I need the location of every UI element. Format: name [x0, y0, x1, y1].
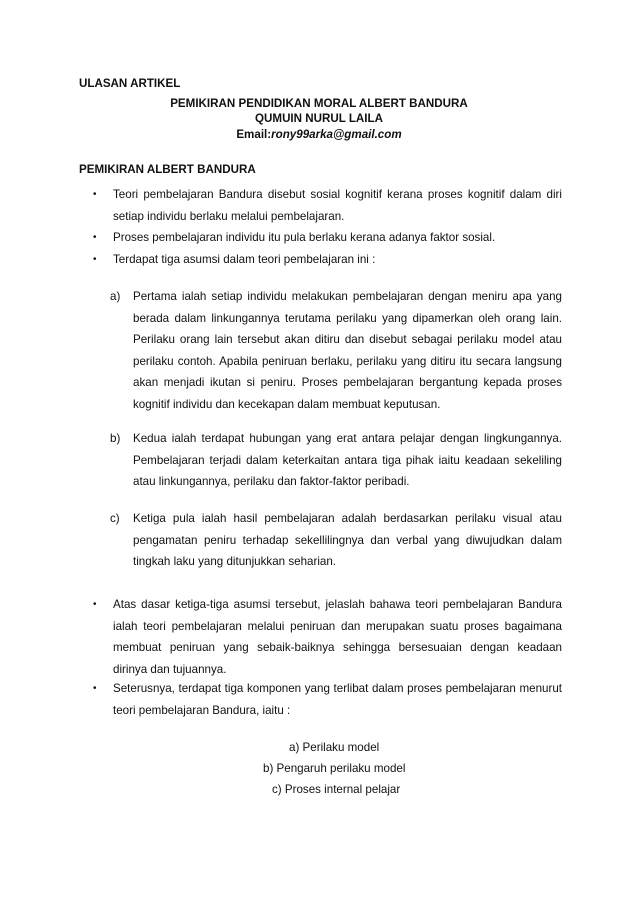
author-email-line — [0, 128, 638, 142]
article-title: PEMIKIRAN PENDIDIKAN MORAL ALBERT BANDURA — [170, 97, 468, 110]
list-marker: b) — [110, 432, 121, 445]
assumption-item: Kedua ialah terdapat hubungan yang erat antara pelajar dengan lingkungannya. Pembelajaran terjadi dalam keterkaitan antara tiga pihak iaitu keadaan sekeliling atau linkungannya, perilaku dan faktor-faktor peribadi. — [133, 432, 562, 488]
component-item: a) Perilaku model — [289, 741, 380, 754]
email-address: rony99arka@gmail.com — [271, 128, 402, 141]
assumption-item: Pertama ialah setiap individu melakukan pembelajaran dengan meniru apa yang berada dalam linkungannya terutama perilaku yang dipamerkan oleh orang lain. Perilaku orang lain tersebut akan ditiru dan disebut sebagai perilaku model atau perilaku contoh. Apabila peniruan berlaku, perilaku yang ditiru itu secara langsung akan menjadi ikutan si peniru. Proses pembelajaran bergantung kepada proses kognitif individu dan kecekapan dalam membuat keputusan. — [133, 290, 562, 411]
assumption-item: Ketiga pula ialah hasil pembelajaran adalah berdasarkan perilaku visual atau pengamatan peniru terhadap sekellilingnya dan verbal yang diwujudkan dalam tingkah laku yang ditunjukkan seharian. — [133, 512, 562, 568]
author-name: QUMUIN NURUL LAILA — [255, 112, 383, 125]
bullet-item: Terdapat tiga asumsi dalam teori pembelajaran ini : — [113, 253, 376, 266]
bullet-item: Seterusnya, terdapat tiga komponen yang terlibat dalam proses pembelajaran menurut teori pembelajaran Bandura, iaitu : — [113, 682, 562, 717]
bullet-item: Teori pembelajaran Bandura disebut sosial kognitif kerana proses kognitif dalam diri setiap individu berlaku melalui pembelajaran. — [113, 188, 562, 223]
bullet-icon: • — [93, 232, 97, 243]
bullet-item: Atas dasar ketiga-tiga asumsi tersebut, jelaslah bahawa teori pembelajaran Bandura ialah teori pembelajaran melalui peniruan dan merupakan suatu proses bagaimana membuat peniruan yang sebaik-baiknya sehingga bersesuaian dengan keadaan dirinya dan tujuannya. — [113, 598, 562, 676]
bullet-icon: • — [93, 254, 97, 265]
bullet-icon: • — [93, 599, 97, 610]
email-label: Email: — [236, 128, 272, 141]
doc-type-label: ULASAN ARTIKEL — [79, 77, 181, 90]
component-item: c) Proses internal pelajar — [272, 783, 401, 796]
bullet-icon: • — [93, 189, 97, 200]
section-heading: PEMIKIRAN ALBERT BANDURA — [79, 163, 256, 176]
component-item: b) Pengaruh perilaku model — [263, 762, 406, 775]
list-marker: a) — [110, 290, 121, 303]
list-marker: c) — [110, 512, 120, 525]
bullet-item: Proses pembelajaran individu itu pula berlaku kerana adanya faktor sosial. — [113, 231, 496, 244]
bullet-icon: • — [93, 683, 97, 694]
